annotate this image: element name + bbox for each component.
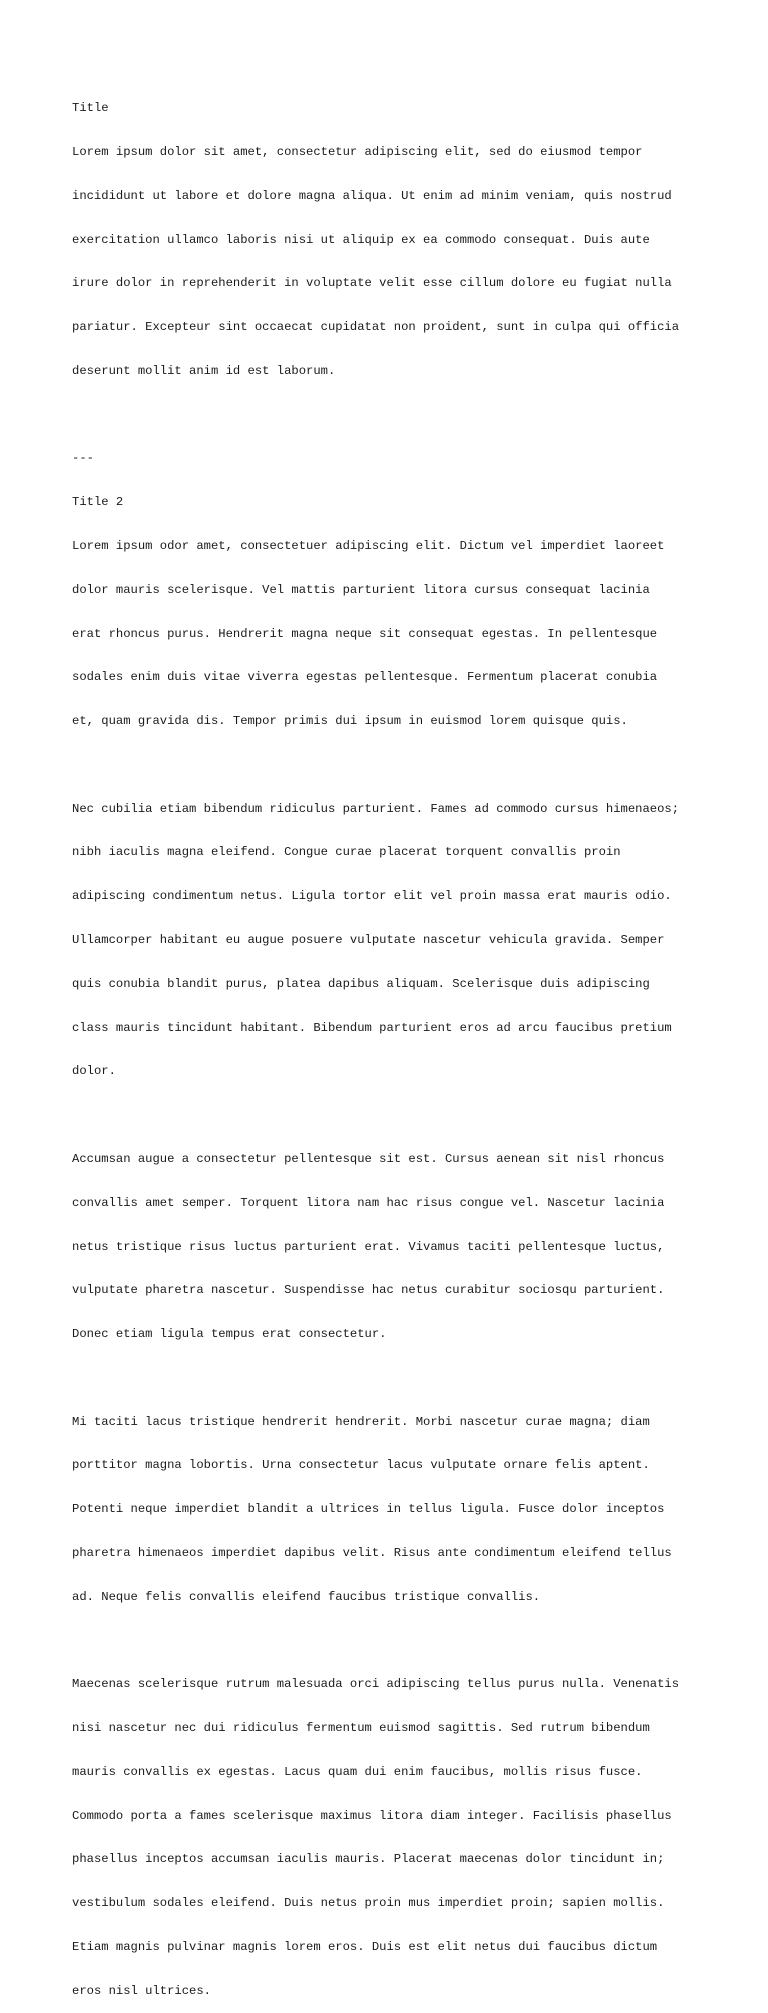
paragraph-line: incididunt ut labore et dolore magna aliqua. Ut enim ad minim veniam, quis nostrud <box>72 188 672 203</box>
paragraph-line: pariatur. Excepteur sint occaecat cupidatat non proident, sunt in culpa qui officia <box>72 320 680 335</box>
paragraph-line: pharetra himenaeos imperdiet dapibus velit. Risus ante condimentum eleifend tellus <box>72 1545 672 1560</box>
paragraph-line: et, quam gravida dis. Tempor primis dui ipsum in euismod lorem quisque quis. <box>72 714 628 729</box>
blank-line <box>72 1634 722 1649</box>
paragraph-line: class mauris tincidunt habitant. Bibendum parturient eros ad arcu faucibus pretium <box>72 1020 672 1035</box>
blank-line <box>72 758 722 773</box>
paragraph-line: vulputate pharetra nascetur. Suspendisse hac netus curabitur sociosqu parturient. <box>72 1283 665 1298</box>
paragraph-line: ad. Neque felis convallis eleifend faucibus tristique convallis. <box>72 1589 541 1604</box>
blank-line <box>72 408 722 423</box>
section-divider: --- <box>72 451 94 466</box>
paragraph-line: Donec etiam ligula tempus erat consectetur. <box>72 1327 387 1342</box>
paragraph-line: Lorem ipsum dolor sit amet, consectetur adipiscing elit, sed do eiusmod tempor <box>72 144 643 159</box>
paragraph-line: vestibulum sodales eleifend. Duis netus proin mus imperdiet proin; sapien mollis. <box>72 1896 665 1911</box>
paragraph-line: quis conubia blandit purus, platea dapibus aliquam. Scelerisque duis adipiscing <box>72 976 650 991</box>
paragraph-line: dolor mauris scelerisque. Vel mattis parturient litora cursus consequat lacinia <box>72 582 650 597</box>
paragraph-line: eros nisl ultrices. <box>72 1983 211 1998</box>
paragraph-line: sodales enim duis vitae viverra egestas pellentesque. Fermentum placerat conubia <box>72 670 658 685</box>
paragraph-line: convallis amet semper. Torquent litora nam hac risus congue vel. Nascetur lacinia <box>72 1195 665 1210</box>
paragraph-line: Commodo porta a fames scelerisque maximus litora diam integer. Facilisis phasellus <box>72 1808 672 1823</box>
paragraph-line: adipiscing condimentum netus. Ligula tortor elit vel proin massa erat mauris odio. <box>72 889 672 904</box>
paragraph-line: deserunt mollit anim id est laborum. <box>72 363 336 378</box>
paragraph-line: irure dolor in reprehenderit in voluptate velit esse cillum dolore eu fugiat nulla <box>72 276 672 291</box>
paragraph-line: Lorem ipsum odor amet, consectetuer adipiscing elit. Dictum vel imperdiet laoreet <box>72 539 665 553</box>
blank-line <box>72 1108 722 1123</box>
paragraph-line: Mi taciti lacus tristique hendrerit hendrerit. Morbi nascetur curae magna; diam <box>72 1414 650 1429</box>
paragraph-line: Maecenas scelerisque rutrum malesuada orci adipiscing tellus purus nulla. Venenatis <box>72 1677 680 1692</box>
blank-line <box>72 1371 722 1386</box>
paragraph-line: Nec cubilia etiam bibendum ridiculus parturient. Fames ad commodo cursus himenaeos; <box>72 801 680 816</box>
paragraph-line: exercitation ullamco laboris nisi ut aliquip ex ea commodo consequat. Duis aute <box>72 232 650 247</box>
paragraph-line: Ullamcorper habitant eu augue posuere vulputate nascetur vehicula gravida. Semper <box>72 933 665 948</box>
document-body <box>72 72 722 2013</box>
paragraph-line: phasellus inceptos accumsan iaculis mauris. Placerat maecenas dolor tincidunt in; <box>72 1852 665 1867</box>
document-title: Title <box>72 101 109 116</box>
paragraph-line: dolor. <box>72 1064 116 1079</box>
paragraph-line: mauris convallis ex egestas. Lacus quam dui enim faucibus, mollis risus fusce. <box>72 1764 643 1779</box>
section-title: Title 2 <box>72 495 124 510</box>
paragraph-line: netus tristique risus luctus parturient erat. Vivamus taciti pellentesque luctus, <box>72 1239 665 1254</box>
paragraph-line: Etiam magnis pulvinar magnis lorem eros. Duis est elit netus dui faucibus dictum <box>72 1940 658 1954</box>
paragraph-line: nisi nascetur nec dui ridiculus fermentum euismod sagittis. Sed rutrum bibendum <box>72 1721 650 1736</box>
paragraph-line: Accumsan augue a consectetur pellentesque sit est. Cursus aenean sit nisl rhoncus <box>72 1151 665 1166</box>
paragraph-line: porttitor magna lobortis. Urna consectetur lacus vulputate ornare felis aptent. <box>72 1458 650 1473</box>
paragraph-line: Potenti neque imperdiet blandit a ultrices in tellus ligula. Fusce dolor inceptos <box>72 1502 665 1517</box>
paragraph-line: nibh iaculis magna eleifend. Congue curae placerat torquent convallis proin <box>72 845 621 860</box>
paragraph-line: erat rhoncus purus. Hendrerit magna neque sit consequat egestas. In pellentesque <box>72 626 658 641</box>
